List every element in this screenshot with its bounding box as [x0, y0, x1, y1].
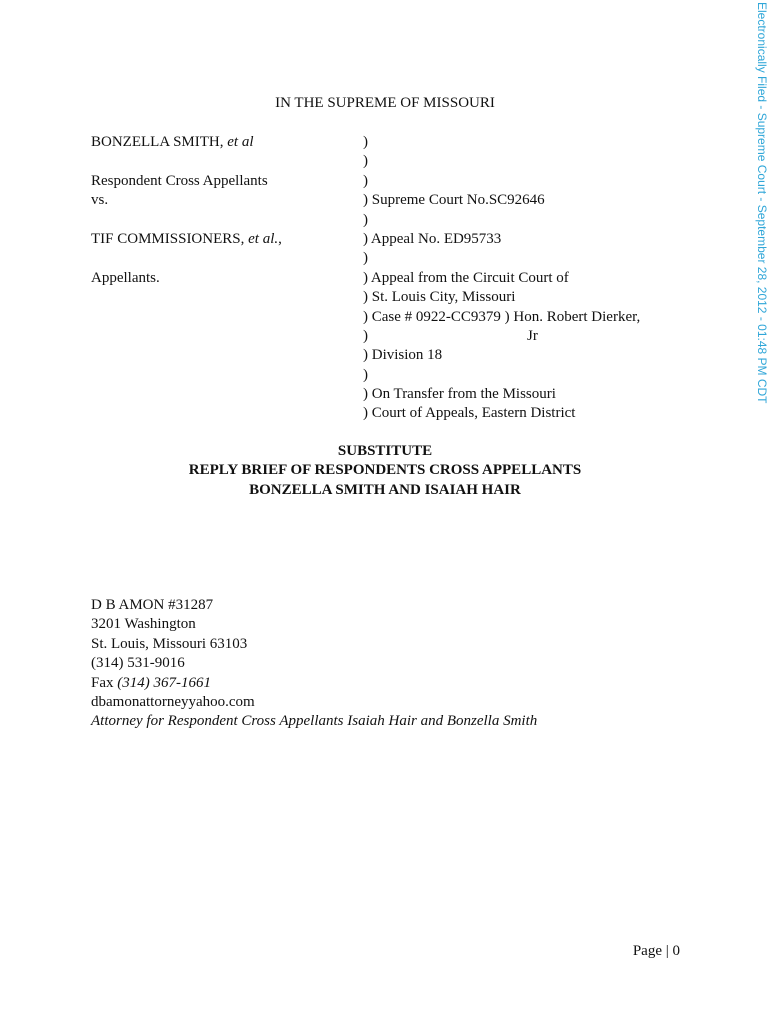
- versus: vs.: [91, 192, 109, 209]
- caption-line: ) St. Louis City, Missouri: [363, 289, 516, 306]
- fax-number: (314) 367-1661: [117, 674, 211, 691]
- caption-line: ) Appeal from the Circuit Court of: [363, 269, 569, 286]
- heading-line: BONZELLA SMITH AND ISAIAH HAIR: [249, 481, 521, 498]
- electronic-filing-stamp: Electronically Filed - Supreme Court - September 28, 2012 - 01:48 PM CDT: [755, 2, 769, 404]
- court-title: IN THE SUPREME OF MISSOURI: [275, 95, 495, 111]
- party2-suffix: et al.: [248, 230, 279, 247]
- caption-line: ): [363, 153, 368, 170]
- caption-line: ): [363, 327, 368, 344]
- attorney-phone: (314) 531-9016: [91, 655, 185, 672]
- case-caption-details: [363, 133, 683, 424]
- attorney-role: Attorney for Respondent Cross Appellants Isaiah Hair and Bonzella Smith: [91, 713, 538, 730]
- party2-line: [91, 230, 361, 249]
- caption-line: ) On Transfer from the Missouri: [363, 386, 556, 403]
- attorney-name: D B AMON #31287: [91, 597, 214, 613]
- heading-line: REPLY BRIEF OF RESPONDENTS CROSS APPELLANTS: [188, 462, 582, 479]
- caption-line: ) Division 18: [363, 347, 443, 364]
- party2-trail: ,: [278, 230, 282, 247]
- caption-line: ): [363, 134, 368, 150]
- party1-role: Respondent Cross Appellants: [91, 172, 268, 189]
- party1-suffix: et al: [227, 134, 254, 150]
- attorney-block: [91, 596, 691, 732]
- caption-jr-row: [363, 327, 683, 346]
- party2-name: TIF COMMISSIONERS,: [91, 230, 245, 247]
- caption-line: ) Supreme Court No.SC92646: [363, 192, 545, 209]
- caption-line: ): [363, 250, 368, 267]
- judge-suffix: Jr: [527, 327, 538, 344]
- caption-line: ): [363, 366, 368, 383]
- caption-line: ) Appeal No. ED95733: [363, 230, 502, 247]
- caption-line: ) Court of Appeals, Eastern District: [363, 405, 576, 422]
- caption-line: ): [363, 172, 368, 189]
- case-caption-parties: [91, 133, 361, 288]
- fax-label: Fax: [91, 674, 114, 691]
- attorney-email: dbamonattorneyyahoo.com: [91, 693, 255, 710]
- party1-line: [91, 133, 361, 152]
- party1-name: BONZELLA SMITH,: [91, 134, 224, 150]
- heading-line: SUBSTITUTE: [337, 443, 433, 459]
- caption-line: ) Case # 0922-CC9379 ) Hon. Robert Dierker,: [363, 308, 641, 325]
- party2-role: Appellants.: [91, 269, 160, 286]
- attorney-fax: [91, 674, 691, 693]
- attorney-city: St. Louis, Missouri 63103: [91, 635, 248, 652]
- document-heading: [0, 442, 770, 500]
- page-number: Page | 0: [632, 943, 680, 959]
- caption-line: ): [363, 211, 368, 228]
- attorney-street: 3201 Washington: [91, 616, 196, 633]
